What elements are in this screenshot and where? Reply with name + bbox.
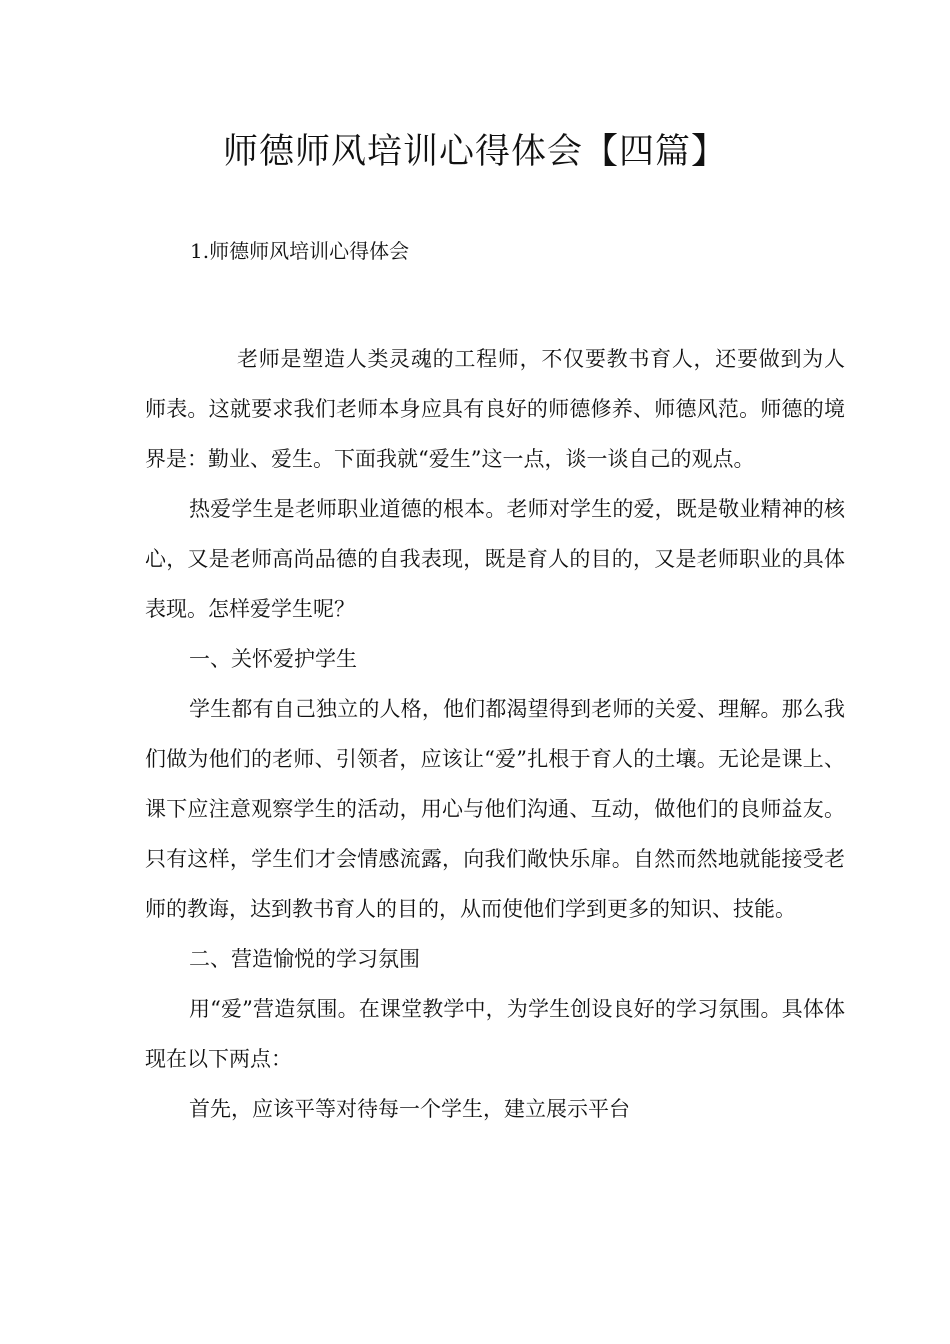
- paragraph-love-students: 热爱学生是老师职业道德的根本。老师对学生的爱，既是敬业精神的核心，又是老师高尚品德的自我表现，既是育人的目的，又是老师职业的具体表现。怎样爱学生呢？: [145, 497, 845, 621]
- subheading-care: 一、关怀爱护学生: [189, 647, 357, 671]
- paragraph-atmosphere: 用“爱”营造氛围。在课堂教学中，为学生创设良好的学习氛围。具体体现在以下两点：: [145, 997, 845, 1071]
- paragraph-first: 首先，应该平等对待每一个学生，建立展示平台: [189, 1097, 630, 1121]
- paragraph-care: 学生都有自己独立的人格，他们都渴望得到老师的关爱、理解。那么我们做为他们的老师、引领者，应该让“爱”扎根于育人的土壤。无论是课上、课下应注意观察学生的活动，用心与他们沟通、互动，做他们的良师益友。只有这样，学生们才会情感流露，向我们敞快乐扉。自然而然地就能接受老师的教诲，达到教书育人的目的，从而使他们学到更多的知识、技能。: [145, 697, 845, 921]
- paragraph-intro: 老师是塑造人类灵魂的工程师，不仅要教书育人，还要做到为人师表。这就要求我们老师本身应具有良好的师德修养、师德风范。师德的境界是：勤业、爱生。下面我就“爱生”这一点，谈一谈自己的观点。: [145, 347, 845, 471]
- subheading-atmosphere: 二、营造愉悦的学习氛围: [189, 947, 420, 971]
- document-body: [145, 334, 845, 1134]
- document-title: 师德师风培训心得体会【四篇】: [222, 132, 727, 172]
- section-heading: 1.师德师风培训心得体会: [190, 239, 410, 263]
